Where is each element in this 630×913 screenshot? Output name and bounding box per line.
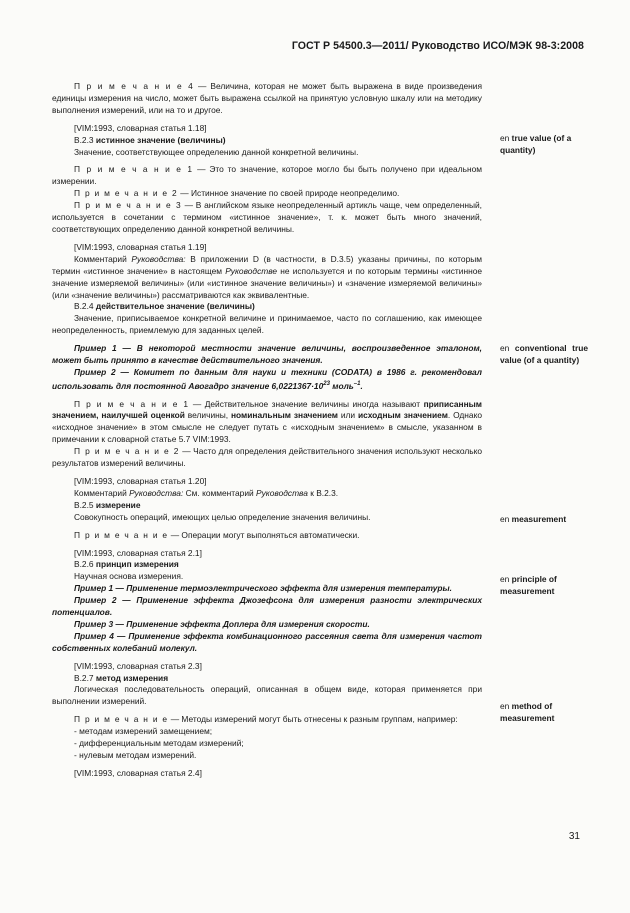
en-term-conventional — [500, 343, 588, 367]
term-b26 — [52, 559, 482, 571]
comment-text: не используется и по которым термины «истинное значение измеряемой величины» (или «истинное значение величины») и «значение измеряемой величины» (или «значение величины») рассматриваются как эквивалентные. — [52, 265, 483, 300]
en-term-principle — [500, 574, 588, 598]
comment-guide: Руководства: — [131, 253, 186, 264]
comment-prefix: Комментарий — [74, 253, 132, 264]
term-name: истинное значение (величины) — [95, 134, 226, 145]
example-b24-1 — [52, 343, 482, 367]
definition-b24: Значение, приписываемое конкретной величине и принимаемое, часто по соглашению, как имеющее неопределенность, приемлемую для заданных целей. — [52, 313, 482, 336]
lang-prefix: en — [500, 343, 510, 353]
period: . — [360, 380, 363, 391]
note-label: П р и м е ч а н и е 2 — [74, 446, 180, 457]
guide-comment-2 — [52, 488, 482, 500]
term-number: В.2.3 — [74, 134, 96, 145]
example-text: Пример 3 — Применение эффекта Доплера для измерения скорости. — [74, 618, 370, 629]
comment-text: к В.2.3. — [307, 487, 339, 498]
note-text: — Операции могут выполняться автоматически. — [168, 529, 360, 540]
term-number: В.2.5 — [74, 499, 96, 510]
note-term: номинальным значением — [230, 410, 338, 421]
comment-text: См. комментарий — [183, 487, 257, 498]
exponent: –1 — [353, 380, 361, 387]
term-b24 — [52, 301, 482, 313]
note-b25 — [52, 530, 482, 542]
example-text: Пример 4 — Применение эффекта комбинационного рассеяния света для измерения частот собственных колебаний молекул. — [52, 630, 482, 653]
example-text: Пример 2 — Комитет по данным для науки и техники (CODATA) в 1986 г. рекомендовал использовать для постоянной Авогадро значение 6,0221367·10 — [52, 366, 482, 391]
exponent: 23 — [323, 380, 330, 387]
comment-guide: Руководстве — [225, 265, 278, 276]
note-term: исходным значением — [358, 410, 448, 421]
vim-reference: [VIM:1993, словарная статья 1.20] — [74, 475, 207, 486]
note-text: — Истинное значение по своей природе неопределимо. — [177, 188, 400, 199]
note-b24-2 — [52, 446, 482, 470]
lang-prefix: en — [500, 701, 510, 711]
term-b25 — [52, 500, 482, 512]
note-b23-1 — [52, 164, 482, 188]
term-name: действительное значение (величины) — [95, 301, 255, 312]
note-4 — [52, 81, 482, 117]
comment-guide: Руководства: — [129, 487, 184, 498]
definition-b26: Научная основа измерения. — [74, 571, 184, 582]
note-text: — Методы измерений могут быть отнесены к разным группам, например: — [168, 714, 458, 725]
vim-reference: [VIM:1993, словарная статья 1.19] — [74, 241, 207, 252]
vim-reference: [VIM:1993, словарная статья 2.1] — [74, 547, 202, 558]
main-text — [52, 81, 482, 780]
list-item: - методам измерений замещением; — [74, 726, 213, 737]
en-term: conventional true value (of a quantity) — [500, 343, 588, 365]
term-name: измерение — [95, 499, 141, 510]
comment-prefix: Комментарий — [74, 487, 130, 498]
example-b26-2 — [52, 595, 482, 619]
page-number: 31 — [568, 831, 580, 842]
example-b26-4 — [52, 631, 482, 655]
note-label: П р и м е ч а н и е 2 — [74, 188, 178, 199]
en-term-method — [500, 701, 588, 725]
example-b24-2 — [52, 367, 482, 393]
comment-text: В приложении D (в частности, в D.3.5) указаны причины, по которым термин «истинное значение» в настоящем — [52, 253, 482, 276]
example-b26-1 — [52, 583, 482, 595]
en-term: principle of measurement — [500, 574, 557, 596]
definition-b25: Совокупность операций, имеющих целью определение значения величины. — [74, 511, 371, 522]
term-name: метод измерения — [95, 672, 169, 683]
definition-b27: Логическая последовательность операций, описанная в общем виде, которая применяется при выполнении измерений. — [52, 684, 482, 707]
note-text: — Часто для определения действительного значения используют несколько результатов измерений величины. — [52, 446, 482, 469]
note-b23-3 — [52, 200, 482, 236]
unit: моль — [329, 380, 354, 391]
note-text: величины, — [184, 410, 231, 421]
note-label: П р и м е ч а н и е — [74, 714, 169, 725]
note-text: — Это то значение, которое могло бы быть получено при идеальном измерении. — [52, 164, 482, 187]
vim-reference: [VIM:1993, словарная статья 1.18] — [74, 122, 207, 133]
note-b23-2 — [52, 188, 482, 200]
term-number: В.2.7 — [74, 672, 96, 683]
note-label: П р и м е ч а н и е 4 — [74, 81, 195, 91]
note-label: П р и м е ч а н и е 1 — [74, 164, 194, 175]
vim-reference: [VIM:1993, словарная статья 2.3] — [74, 660, 202, 671]
note-label: П р и м е ч а н и е 1 — [74, 398, 190, 409]
en-term: true value (of a quantity) — [500, 133, 572, 155]
lang-prefix: en — [500, 514, 510, 524]
note-term: приписанным значением, наилучшей оценкой — [52, 398, 483, 421]
note-text: или — [338, 410, 358, 421]
note-b24-1 — [52, 399, 482, 447]
term-number: В.2.6 — [74, 559, 96, 570]
note-label: П р и м е ч а н и е 3 — [74, 200, 182, 211]
lang-prefix: en — [500, 574, 510, 584]
example-text: Пример 2 — Применение эффекта Джозефсона для измерения разности электрических потенциалов. — [52, 595, 482, 618]
en-term-true-value — [500, 133, 588, 157]
en-term-measurement — [500, 514, 588, 526]
note-text: — Действительное значение величины иногда называют — [189, 398, 424, 409]
term-b23 — [52, 135, 482, 147]
page-header: ГОСТ Р 54500.3—2011/ Руководство ИСО/МЭК 98-3:2008 — [291, 40, 584, 52]
note-b27 — [52, 714, 482, 726]
en-term: method of measurement — [500, 701, 555, 723]
term-b27 — [52, 673, 482, 685]
lang-prefix: en — [500, 133, 510, 143]
note-text: . Однако «исходное значение» в этом смысле не следует путать с «исходным значением» в смысле, указанном в примечании к словарной статье 5.7 VIM:1993. — [52, 410, 483, 445]
guide-comment-1 — [52, 254, 482, 302]
list-item: - нулевым методам измерений. — [74, 750, 197, 761]
definition-b23: Значение, соответствующее определению данной конкретной величины. — [74, 146, 359, 157]
note-text: — В английском языке неопределенный артикль чаще, чем определенный, используется в сочетании с термином «истинное значение», т. к. может быть много значений, соответствующих определению данной конкретной величины. — [52, 200, 483, 234]
list-item: - дифференциальным методам измерений; — [74, 738, 244, 749]
en-term: measurement — [511, 514, 567, 524]
example-text: Пример 1 — Применение термоэлектрического эффекта для измерения температуры. — [74, 583, 452, 594]
term-number: В.2.4 — [74, 301, 96, 312]
term-name: принцип измерения — [95, 559, 179, 570]
vim-reference: [VIM:1993, словарная статья 2.4] — [74, 767, 202, 778]
example-b26-3 — [52, 619, 482, 631]
note-text: — Величина, которая не может быть выражена в виде произведения единицы измерения на число, может быть выражена ссылкой на принятую условную шкалу или на методику выполнения измерений, или на то и другое. — [52, 81, 482, 115]
comment-guide: Руководства — [256, 487, 308, 498]
example-text: Пример 1 — В некоторой местности значение величины, воспроизведенное эталоном, может быть принято в качестве действительного значения. — [52, 343, 482, 366]
note-label: П р и м е ч а н и е — [74, 529, 169, 540]
